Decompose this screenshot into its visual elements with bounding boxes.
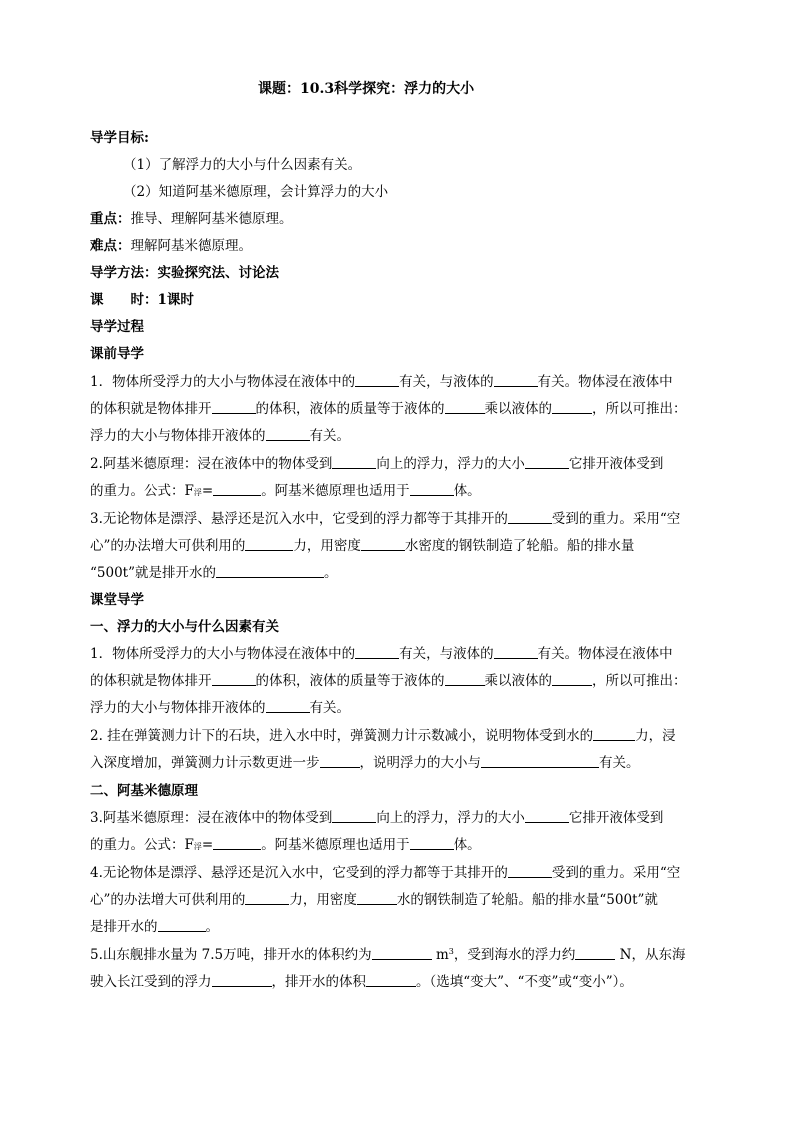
answer-blank[interactable]	[158, 919, 206, 932]
answer-blank[interactable]	[332, 810, 376, 823]
answer-blank[interactable]	[245, 538, 293, 551]
answer-blank[interactable]	[213, 837, 261, 850]
pre-q3-line3: “500t”就是排开水的 。	[90, 565, 338, 581]
answer-blank[interactable]	[552, 401, 592, 414]
page-title: 课题：10.3科学探究：浮力的大小	[258, 81, 475, 97]
answer-blank[interactable]	[481, 755, 599, 768]
s2-q5-line1: 5.山东舰排水量为 7.5万吨，排开水的体积约为 $m^3$，受到海水的浮力约 N，从东海	[90, 947, 686, 963]
answer-blank[interactable]	[552, 673, 592, 686]
s2-q5-line2: 驶入长江受到的浮力 ，排开水的体积 。（选填“变大”、“不变”或“变小”）。	[90, 974, 633, 990]
s1-q1-line1: 1．物体所受浮力的大小与物体浸在液体中的 有关，与液体的 有关。物体浸在液体中	[90, 646, 673, 662]
answer-blank[interactable]	[212, 673, 256, 686]
answer-blank[interactable]	[410, 837, 454, 850]
answer-blank[interactable]	[508, 511, 552, 524]
answer-blank[interactable]	[525, 456, 569, 469]
answer-blank[interactable]	[355, 374, 399, 387]
answer-blank[interactable]	[357, 892, 397, 905]
answer-blank[interactable]	[575, 947, 615, 960]
inclass-heading: 课堂导学	[90, 592, 144, 608]
answer-blank[interactable]	[508, 865, 552, 878]
answer-blank[interactable]	[332, 456, 376, 469]
key-point	[90, 207, 293, 227]
pre-q1-line3: 浮力的大小与物体排开液体的 有关。	[90, 428, 350, 444]
s2-q3-line1: 3.阿基米德原理：浸在液体中的物体受到 向上的浮力，浮力的大小 它排开液体受到	[90, 810, 664, 826]
answer-blank[interactable]	[266, 428, 310, 441]
s2-q3-line2: 的重力。公式：F浮= 。阿基米德原理也适用于 体。	[90, 837, 481, 853]
pre-q1-line1: 1．物体所受浮力的大小与物体浸在液体中的 有关，与液体的 有关。物体浸在液体中	[90, 374, 673, 390]
answer-blank[interactable]	[445, 673, 485, 686]
key-point-label: 重点：	[90, 211, 131, 227]
s1-q2-line1: 2. 挂在弹簧测力计下的石块，进入水中时，弹簧测力计示数减小，说明物体受到水的 力，浸	[90, 728, 676, 744]
s1-q2-line2: 入深度增加，弹簧测力计示数更进一步 ，说明浮力的大小与 有关。	[90, 755, 640, 771]
period: 课 时：1课时	[90, 292, 194, 308]
preclass-heading: 课前导学	[90, 346, 144, 362]
answer-blank[interactable]	[525, 810, 569, 823]
answer-blank[interactable]	[320, 755, 360, 768]
answer-blank[interactable]	[361, 538, 405, 551]
s1-q1-line2: 的体积就是物体排开 的体积，液体的质量等于液体的 乘以液体的 ，所以可推出：	[90, 673, 687, 689]
pre-q2-line1: 2.阿基米德原理：浸在液体中的物体受到 向上的浮力，浮力的大小 它排开液体受到	[90, 456, 664, 472]
answer-blank[interactable]	[366, 974, 416, 987]
objective-item: （1）了解浮力的大小与什么因素有关。	[123, 157, 362, 173]
difficulty	[90, 234, 252, 254]
answer-blank[interactable]	[213, 483, 261, 496]
answer-blank[interactable]	[212, 974, 272, 987]
process-heading: 导学过程	[90, 319, 144, 335]
section2-heading: 二、阿基米德原理	[90, 783, 198, 799]
answer-blank[interactable]	[445, 401, 485, 414]
s2-q4-line3: 是排开水的 。	[90, 919, 219, 935]
pre-q2-line2: 的重力。公式：F浮= 。阿基米德原理也适用于 体。	[90, 483, 481, 499]
answer-blank[interactable]	[245, 892, 289, 905]
answer-blank[interactable]	[216, 565, 324, 578]
pre-q3-line2: 心”的办法增大可供利用的 力，用密度 水密度的钢铁制造了轮船。船的排水量	[90, 538, 635, 554]
pre-q3-line1: 3.无论物体是漂浮、悬浮还是沉入水中，它受到的浮力都等于其排开的 受到的重力。采用“空	[90, 511, 681, 527]
objective-item: （2）知道阿基米德原理，会计算浮力的大小	[123, 184, 389, 200]
answer-blank[interactable]	[593, 728, 635, 741]
answer-blank[interactable]	[494, 374, 538, 387]
section1-heading: 一、浮力的大小与什么因素有关	[90, 619, 279, 635]
answer-blank[interactable]	[372, 947, 432, 960]
key-point-text: 推导、理解阿基米德原理。	[130, 211, 293, 227]
answer-blank[interactable]	[212, 401, 256, 414]
pre-q1-line2: 的体积就是物体排开 的体积，液体的质量等于液体的 乘以液体的 ，所以可推出：	[90, 401, 687, 417]
answer-blank[interactable]	[494, 646, 538, 659]
difficulty-label: 难点：	[90, 238, 131, 254]
difficulty-text: 理解阿基米德原理。	[130, 238, 252, 254]
s2-q4-line1: 4.无论物体是漂浮、悬浮还是沉入水中，它受到的浮力都等于其排开的 受到的重力。采用“空	[90, 865, 681, 881]
s2-q4-line2: 心”的办法增大可供利用的 力，用密度 水的钢铁制造了轮船。船的排水量“500t”就	[90, 892, 658, 908]
method: 导学方法：实验探究法、讨论法	[90, 265, 279, 281]
answer-blank[interactable]	[410, 483, 454, 496]
answer-blank[interactable]	[266, 700, 310, 713]
s1-q1-line3: 浮力的大小与物体排开液体的 有关。	[90, 700, 350, 716]
objectives-heading: 导学目标:	[90, 130, 149, 146]
answer-blank[interactable]	[355, 646, 399, 659]
